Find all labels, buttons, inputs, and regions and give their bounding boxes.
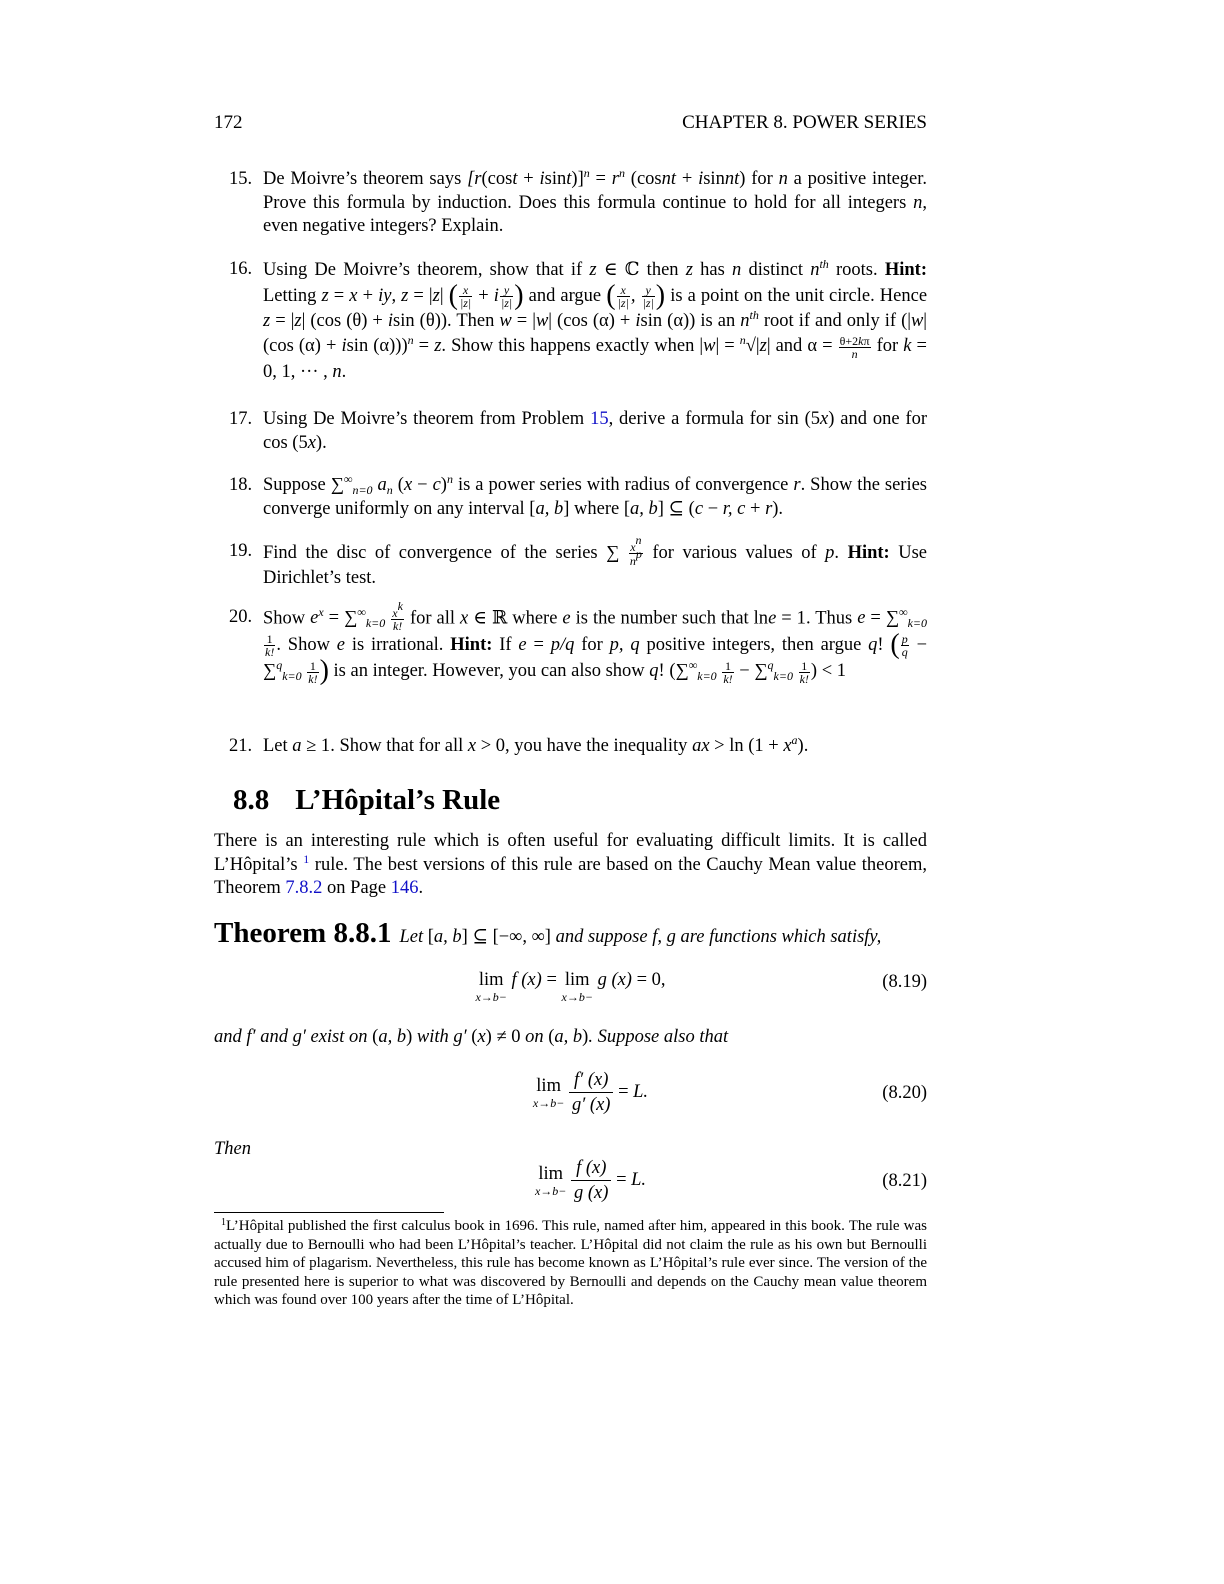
text: , derive a formula for: [608, 409, 778, 429]
text: for various values of: [643, 542, 826, 563]
problem-number: 16.: [229, 259, 253, 279]
formula: sin (5x): [777, 409, 835, 429]
footnote-rule: [214, 1212, 444, 1213]
hint-label: Hint:: [450, 635, 493, 655]
text: . Show this happens exactly when: [441, 336, 700, 357]
text: exist on: [305, 1027, 373, 1047]
text: root if and only if: [758, 311, 902, 332]
text: If: [492, 635, 519, 655]
text: . Suppose also that: [588, 1027, 729, 1047]
text: and argue: [523, 286, 607, 306]
text: Using De Moivre’s theorem, show that if: [263, 260, 590, 280]
section-intro: [214, 830, 927, 901]
problem-15: 15. De Moivre’s theorem says $[r(\cos t + isint)]^n = r^n$ (cosnt + isinnt) for n a positive integer. Prove this formula by induction. Does this formula continue to hold for all integers n, even negative integers? Explain.: [229, 166, 928, 236]
text: Let: [399, 927, 428, 947]
formula: q! ( $\frac{p}{q}$ − ∑$^q_{k=0}$ $\frac{1}{k!}$ ): [263, 629, 928, 687]
formula: (|w| (cos (α) + isin (α)))$^n$ = z: [263, 311, 927, 357]
text: and: [770, 336, 808, 357]
text: There is an interesting rule which is often useful for evaluating difficult limits. It is called L’Hôpital’s: [214, 831, 927, 875]
text: for: [871, 336, 904, 357]
text: Find the disc of convergence of the series: [263, 542, 607, 563]
text: Use Dirichlet’s test.: [263, 542, 927, 588]
page-link[interactable]: 146: [390, 878, 419, 898]
formula: q! ($\sum^\infty_{k=0}$ $\frac{1}{k!}$ − ∑$^q_{k=0}$ $\frac{1}{k!}$ ) <: [649, 658, 833, 686]
problem-number: 18.: [229, 475, 253, 495]
text: . Show: [276, 635, 337, 655]
text: De Moivre’s theorem says: [263, 169, 468, 189]
section-heading: [233, 784, 500, 817]
theorem-8-8-1: [214, 917, 927, 950]
formula: a ≥ 1: [292, 736, 331, 756]
formula: lne = 1: [753, 608, 806, 629]
text: distinct: [741, 260, 811, 280]
text: Suppose: [263, 475, 331, 495]
formula: ax > $\ln (1 + x^a)$.: [692, 733, 809, 756]
problem-number: 20.: [229, 607, 253, 627]
problem-21: [229, 735, 927, 759]
theorem-continuation: and f′ and g′ exist on (a, b) with g′ (x) ≠ 0 on (a, b). Suppose also that: [214, 1027, 729, 1047]
text: for all: [404, 608, 460, 629]
text: with: [412, 1027, 454, 1047]
text: and: [214, 1027, 247, 1047]
problem-18: 18. Suppose $\sum^\infty_{n=0}$ $a_n$ $(x - c)^n$ is a power series with radius of convergence r. Show the series converge uniformly on any interval [a, b] where [a, b] ⊆ (c − r, c + r).: [229, 472, 928, 519]
formula: [a, b]: [529, 498, 570, 519]
footnote-ref[interactable]: 1: [303, 851, 310, 866]
text: is an: [695, 311, 741, 332]
equation-number: (8.21): [882, 1171, 927, 1191]
text: .: [834, 542, 848, 563]
formula: z = x + iy, z = |z| ( $\frac{x}{|z|}$ + i $\frac{y}{|z|}$ ): [321, 280, 524, 311]
formula: cos (5x).: [263, 432, 327, 453]
formula: x ∈ ℝ: [459, 608, 508, 629]
text: is a power series with radius of convergence: [452, 475, 794, 495]
equation-8-19: lim x→b− f (x) = lim x→b− g (x) = 0, (8.19): [475, 970, 927, 1004]
text: . Show that for all: [330, 736, 468, 756]
formula: w = |w| (cos (α) + isin (α)): [499, 311, 696, 332]
text: , even negative integers? Explain.: [263, 192, 927, 236]
formula: $\sum^\infty_{n=0}$ $a_n$ $(x - c)^n$: [330, 472, 453, 497]
formula: k = 0, 1, ··· , n.: [263, 336, 927, 382]
text: on Page: [322, 878, 391, 898]
text: , you have the inequality: [505, 736, 693, 756]
text: rule. The best versions of this rule are based on the Cauchy Mean value theorem, Theorem: [214, 854, 927, 898]
formula: e = p/q: [518, 635, 575, 655]
text: and: [255, 1027, 293, 1047]
theorem-link[interactable]: 7.8.2: [285, 878, 323, 898]
then-label: Then: [214, 1139, 251, 1159]
problem-number: 19.: [229, 541, 253, 561]
text: .: [418, 878, 424, 898]
text: then: [639, 260, 686, 280]
chapter-title: CHAPTER 8. POWER SERIES: [682, 112, 927, 133]
text: Using De Moivre’s theorem from Problem: [263, 409, 591, 429]
problem-16: 16. Using De Moivre’s theorem, show that if z ∈ ℂ then z has n distinct $n^{th}$ roots. Hint: Letting z = x + iy, z = |z| ( $\frac{x}{|z|}$ + i $\frac{y}{|z|}$ ) and argue ( $\frac{x}{|z|}$ , $\frac{y}{|z|}$ ) is a point on the unit circle. Hence z = |z| (cos (θ) + isin (θ)). Then w = |w| (cos (α) + isin (α)) is an $n^{th}$ root if and only if (|w| (cos (α) + isin (α)))$^n$ = z. Show this happens exactly when |w| = $^n$√|z| and α = $\frac{\theta+2k\pi}{n}$ for k = 0, 1, ··· , n.: [229, 257, 928, 382]
problem-19: 19. Find the disc of convergence of the series ∑ $\frac{x^n}{n^p}$ for various values of p. Hint: Use Dirichlet’s test.: [229, 533, 927, 588]
formula: ∑ $\frac{x^n}{n^p}$: [606, 533, 642, 568]
text: . Thus: [805, 608, 858, 629]
problem-number: 21.: [229, 736, 253, 756]
text: Letting: [263, 286, 322, 306]
formula: α = $\frac{\theta+2k\pi}{n}$: [807, 333, 870, 361]
text: Show: [263, 608, 311, 629]
formula: $e = \sum^\infty_{k=0}$ $\frac{1}{k!}$: [265, 605, 928, 660]
formula: |w| = $^n$√|z|: [699, 333, 771, 357]
text: . Show the series converge uniformly on any interval: [263, 475, 928, 519]
formula: [a, b] ⊆ (c − r, c + r).: [623, 498, 784, 519]
formula: ( $\frac{x}{|z|}$ , $\frac{y}{|z|}$ ): [606, 280, 666, 311]
text: for: [745, 169, 779, 189]
text: are functions which satisfy,: [675, 927, 882, 947]
formula: $[r(\cos t + isint)]^n = r^n$ (cosnt + isinnt): [467, 166, 746, 189]
section-number: 8.8: [233, 784, 270, 816]
text: on: [520, 1027, 549, 1047]
formula: z = |z| (cos (θ) + isin (θ)): [263, 311, 448, 332]
text: Let: [263, 736, 293, 756]
page-number: 172: [214, 112, 243, 133]
formula: $e^x = \sum^\infty_{k=0}$ $\frac{x^k}{k!}$: [310, 599, 403, 633]
footnote-mark: 1: [221, 1217, 226, 1228]
text: and suppose: [550, 927, 653, 947]
problem-number: 17.: [229, 409, 253, 429]
text: is an integer. However, you can also show: [328, 661, 650, 682]
text: has: [692, 260, 733, 280]
text: a positive integer. Prove this formula by induction. Does this formula continue to hold for all integers: [263, 169, 928, 213]
text: and one for: [834, 409, 927, 429]
problem-15-link[interactable]: 15: [590, 409, 609, 429]
text: 1: [832, 661, 847, 682]
formula: f, g: [652, 927, 676, 947]
hint-label: Hint:: [884, 260, 927, 280]
formula: x > 0: [467, 736, 506, 756]
text: . Then: [447, 311, 500, 332]
equation-8-21: lim x→b− $\frac{f (x)}{g (x)}$ = L. (8.21): [534, 1158, 927, 1203]
equation-number: (8.20): [882, 1083, 927, 1103]
section-title: L’Hôpital’s Rule: [295, 784, 501, 816]
problem-17: [229, 408, 927, 455]
text: where: [507, 608, 563, 629]
text: where: [569, 498, 624, 519]
footnote: [214, 1217, 927, 1310]
text: for: [574, 635, 610, 655]
formula: [a, b] ⊆ [−∞, ∞]: [427, 927, 551, 947]
hint-label: Hint:: [847, 542, 890, 563]
equation-number: (8.19): [882, 972, 927, 992]
text: positive integers, then argue: [639, 635, 869, 655]
equation-8-20: lim x→b− $\frac{f' (x)}{g' (x)}$ = L. (8.20): [532, 1070, 927, 1115]
footnote-text: L’Hôpital published the first calculus book in 1696. This rule, named after him, appeared in this book. The rule was actually due to Bernoulli who had been L’Hôpital’s teacher. L’Hôpital did not claim the rule as his own but Bernoulli accused him of plagarism. Nevertheless, this rule has become known as L’Hôpital’s rule ever since. The version of the rule presented here is superior to what was discovered by Bernoulli and depends on the Cauchy mean value theorem which was found over 100 years after the time of L’Hôpital.: [214, 1218, 927, 1309]
theorem-title: Theorem 8.8.1: [214, 917, 392, 949]
text: roots.: [828, 260, 885, 280]
text: is the number such that: [570, 608, 754, 629]
problem-20: 20. Show $e^x = \sum^\infty_{k=0}$ $\frac{x^k}{k!}$ for all x ∈ ℝ where e is the number such that lne = 1. Thus $e = \sum^\infty_{k=0}$ $\frac{1}{k!}$ . Show e is irrational. Hint: If e = p/q for p, q positive integers, then argue q! ( $\frac{p}{q}$ − ∑$^q_{k=0}$ $\frac{1}{k!}$ ) is an integer. However, you can also show q! ($\sum^\infty_{k=0}$ $\frac{1}{k!}$ − ∑$^q_{k=0}$ $\frac{1}{k!}$ ) < 1: [229, 599, 928, 687]
text: is a point on the unit circle. Hence: [665, 286, 928, 306]
problem-number: 15.: [229, 169, 253, 189]
text: is irrational.: [345, 635, 451, 655]
